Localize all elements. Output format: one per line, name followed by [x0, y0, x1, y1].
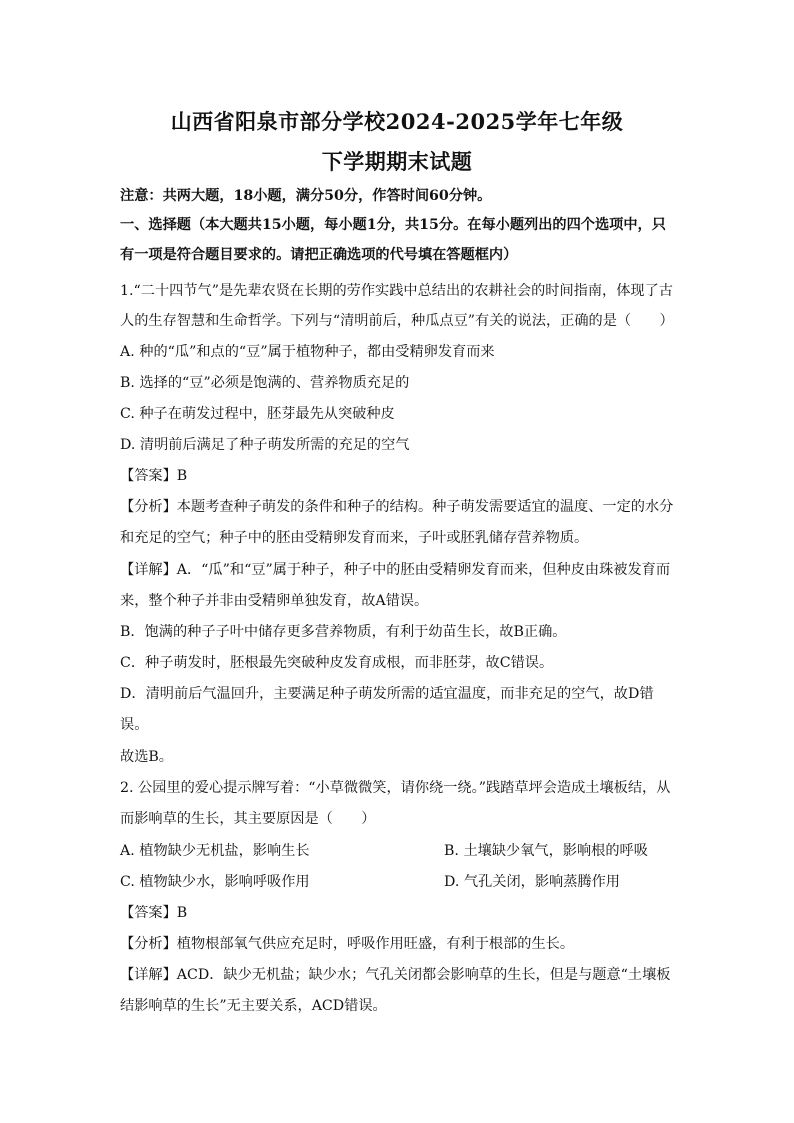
- q1-option-a: A. 种的“瓜”和点的“豆”属于植物种子，都由受精卵发育而来: [120, 344, 495, 360]
- q1-analysis-line1: 【分析】本题考查种子萌发的条件和种子的结构。种子萌发需要适宜的温度、一定的水分: [120, 499, 674, 515]
- q1-detail-line3: B．饱满的种子子叶中储存更多营养物质，有利于幼苗生长，故B正确。: [120, 624, 567, 640]
- q2-analysis: 【分析】植物根部氧气供应充足时，呼吸作用旺盛，有利于根部的生长。: [120, 936, 575, 952]
- notice: 注意：共两大题，18小题，满分50分，作答时间60分钟。: [120, 188, 492, 204]
- section1-heading-line2: 有一项是符合题目要求的。请把正确选项的代号填在答题框内）: [120, 247, 518, 263]
- q1-detail-line5: D．清明前后气温回升，主要满足种子萌发所需的适宜温度，而非充足的空气，故D错: [120, 686, 654, 702]
- q1-detail-line4: C．种子萌发时，胚根最先突破种皮发育成根，而非胚芽，故C错误。: [120, 655, 554, 671]
- q2-stem-line2: 而影响草的生长，其主要原因是（ ）: [120, 811, 376, 827]
- q1-conclusion: 故选B。: [120, 749, 173, 765]
- q1-detail-line1: 【详解】A．“瓜”和“豆”属于种子，种子中的胚由受精卵发育而来，但种皮由珠被发育而: [120, 562, 671, 578]
- q1-answer: 【答案】B: [120, 468, 188, 484]
- q1-detail-line6: 误。: [120, 717, 149, 733]
- q2-option-b: B. 土壤缺少氧气，影响根的呼吸: [444, 843, 648, 859]
- q2-detail-line2: 结影响草的生长”无主要关系，ACD错误。: [120, 998, 387, 1014]
- q1-detail-line2: 来，整个种子并非由受精卵单独发育，故A错误。: [120, 593, 429, 609]
- q2-option-d: D. 气孔关闭，影响蒸腾作用: [444, 874, 620, 890]
- q1-option-c: C. 种子在萌发过程中，胚芽最先从突破种皮: [120, 406, 395, 422]
- q1-stem-line1: 1.“二十四节气”是先辈农贤在长期的劳作实践中总结出的农耕社会的时间指南，体现了古: [120, 283, 673, 299]
- section1-heading-line1: 一、选择题（本大题共15小题，每小题1分，共15分。在每小题列出的四个选项中，只: [120, 217, 666, 233]
- q2-stem-line1: 2. 公园里的爱心提示牌写着：“小草微微笑，请你绕一绕。”践踏草坪会造成土壤板结，从: [120, 780, 671, 796]
- q1-analysis-line2: 和充足的空气；种子中的胚由受精卵发育而来，子叶或胚乳储存营养物质。: [120, 530, 589, 546]
- q2-option-c: C. 植物缺少水，影响呼吸作用: [120, 874, 310, 890]
- exam-title-line1: 山西省阳泉市部分学校2024-2025学年七年级: [170, 109, 624, 134]
- q1-stem-line2: 人的生存智慧和生命哲学。下列与“清明前后，种瓜点豆”有关的说法，正确的是（ ）: [120, 313, 674, 329]
- q2-option-a: A. 植物缺少无机盐，影响生长: [120, 843, 310, 859]
- q2-detail-line1: 【详解】ACD．缺少无机盐；缺少水；气孔关闭都会影响草的生长，但是与题意“土壤板: [120, 967, 671, 983]
- q2-answer: 【答案】B: [120, 905, 188, 921]
- exam-title-line2: 下学期期末试题: [321, 149, 473, 174]
- q1-option-d: D. 清明前后满足了种子萌发所需的充足的空气: [120, 437, 410, 453]
- q1-option-b: B. 选择的“豆”必须是饱满的、营养物质充足的: [120, 375, 410, 391]
